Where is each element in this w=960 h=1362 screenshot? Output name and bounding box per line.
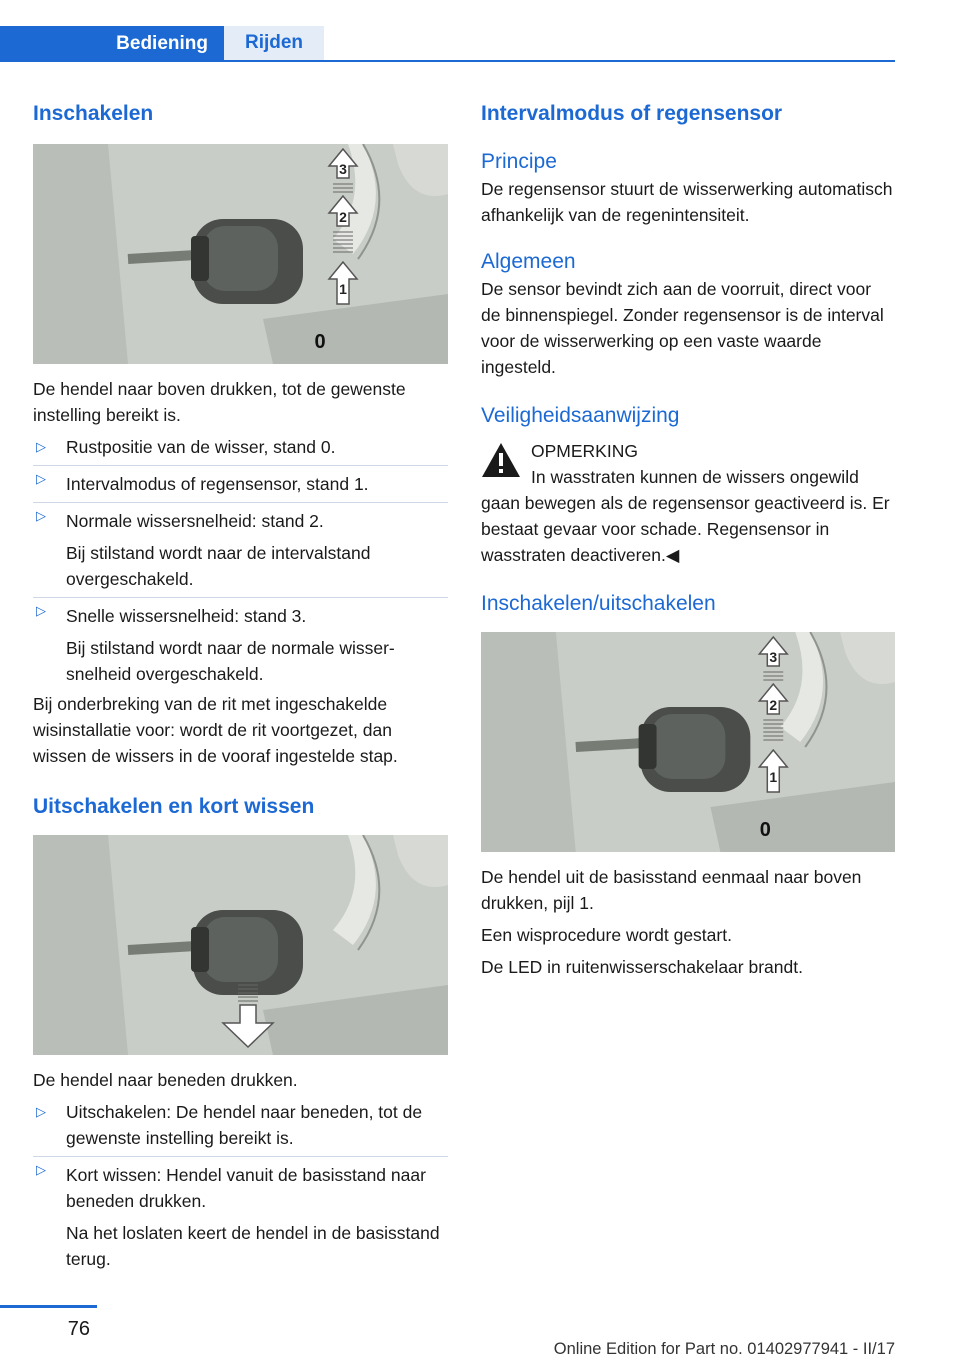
figure-label-1: 1 [769, 768, 778, 786]
warning-text: In wasstraten kunnen de wissers ongewild gaan bewegen als de regensensor geactiveerd is. Er bestaat gevaar voor schade. Regensensor in wasstraten deactiveren.◀ [481, 467, 890, 565]
figure-wiper-lever-down [33, 835, 448, 1055]
tab-rijden[interactable]: Rijden [224, 26, 324, 60]
paragraph-lever-up: De hendel naar boven drukken, tot de gewenste instelling bereikt is. [33, 379, 406, 425]
header-rule [0, 60, 895, 62]
paragraph-interruption: Bij onderbreking van de rit met ingeschakelde wisinstallatie voor: wordt de rit voortgezet, dan wissen de wissers in de vooraf ingestelde stap. [33, 694, 398, 766]
figure-label-0: 0 [314, 331, 326, 353]
right-column [481, 100, 895, 980]
paragraph-wipe-started: Een wisprocedure wordt gestart. [481, 925, 732, 945]
list-item: ▷ Intervalmodus of regensensor, stand 1. [33, 465, 448, 497]
paragraph-lever-down: De hendel naar beneden drukken. [33, 1070, 298, 1090]
figure-label-0: 0 [759, 818, 771, 842]
triangle-bullet-icon: ▷ [36, 471, 46, 486]
figure-wiper-lever-position1 [481, 632, 895, 852]
triangle-bullet-icon: ▷ [36, 603, 46, 618]
figure-label-3: 3 [769, 648, 778, 666]
footer-edition: Online Edition for Part no. 01402977941 - II/17 [553, 1340, 895, 1358]
subheading-veiligheid: Veiligheidsaanwijzing [481, 404, 680, 427]
list-item: ▷ Uitschakelen: De hendel naar beneden, tot de gewenste instelling bereikt is. [33, 1099, 448, 1151]
heading-inschakelen: Inschakelen [33, 102, 154, 125]
warning-box [481, 438, 895, 464]
page-number: 76 [67, 1318, 90, 1340]
list-item: ▷ Rustpositie van de wisser, stand 0. [33, 434, 448, 460]
list-down-actions [33, 1099, 448, 1272]
triangle-bullet-icon: ▷ [36, 1162, 46, 1177]
list-positions [33, 434, 448, 687]
subheading-inschakelen-uitschakelen: Inschakelen/uitschakelen [481, 592, 716, 615]
subheading-algemeen: Algemeen [481, 250, 576, 273]
list-item: ▷ Kort wissen: Hendel vanuit de basisstand naar beneden drukken. Na het loslaten keert de hendel in de basisstand terug. [33, 1156, 448, 1272]
tab-bediening[interactable]: Bediening [0, 26, 224, 62]
heading-intervalmodus: Intervalmodus of regensensor [481, 102, 783, 125]
list-item: ▷ Snelle wissersnelheid: stand 3. Bij stilstand wordt naar de normale wissersnelheid overgeschakeld. [33, 597, 448, 687]
figure-label-3: 3 [339, 161, 347, 177]
figure-wiper-lever-up [33, 144, 448, 364]
warning-title: OPMERKING [531, 441, 638, 461]
paragraph-led: De LED in ruitenwisserschakelaar brandt. [481, 957, 803, 977]
triangle-bullet-icon: ▷ [36, 508, 46, 523]
triangle-bullet-icon: ▷ [36, 1104, 46, 1119]
heading-uitschakelen: Uitschakelen en kort wissen [33, 795, 315, 818]
paragraph-algemeen: De sensor bevindt zich aan de voorruit, direct voor de binnenspiegel. Zonder regensensor is de interval voor de wisserwerking op een vaste waarde ingesteld. [481, 279, 884, 377]
subheading-principe: Principe [481, 150, 557, 173]
paragraph-lever-position1: De hendel uit de basisstand eenmaal naar boven drukken, pijl 1. [481, 867, 862, 913]
footer-rule [0, 1305, 97, 1308]
figure-label-1: 1 [339, 281, 347, 297]
list-item: ▷ Normale wissersnelheid: stand 2. Bij stilstand wordt naar de intervalstand overgeschakeld. [33, 502, 448, 592]
figure-label-2: 2 [339, 209, 347, 225]
triangle-bullet-icon: ▷ [36, 439, 46, 454]
header-tabs [0, 0, 895, 62]
warning-triangle-icon [481, 442, 521, 478]
left-column [33, 100, 448, 1272]
paragraph-principe: De regensensor stuurt de wisserwerking automatisch afhankelijk van de regenintensiteit. [481, 179, 893, 225]
figure-label-2: 2 [769, 696, 778, 714]
